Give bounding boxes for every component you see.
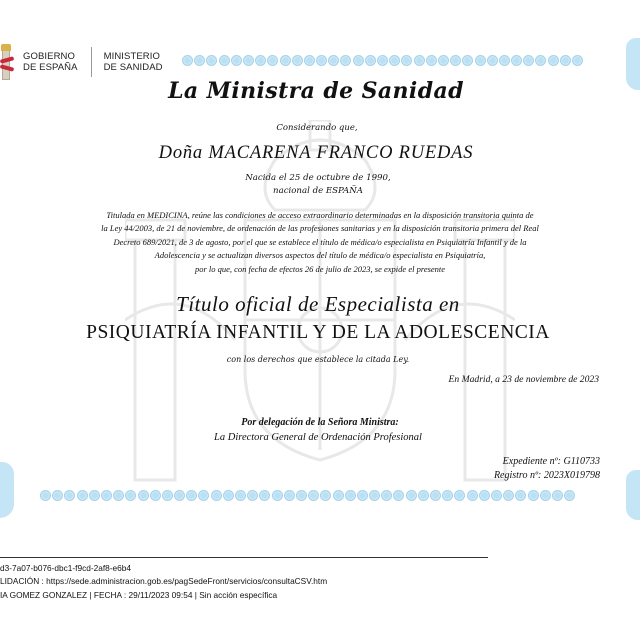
border-dot-icon bbox=[487, 55, 498, 66]
border-dot-icon bbox=[138, 490, 149, 501]
corner-ornament-bottom-left bbox=[0, 462, 14, 518]
border-dot-icon bbox=[426, 55, 437, 66]
expediente-number: Expediente nº: G110733 bbox=[502, 456, 600, 467]
birth-line: Nacida el 25 de octubre de 1990, bbox=[245, 173, 391, 183]
border-dot-icon bbox=[552, 490, 563, 501]
border-dot-icon bbox=[194, 55, 205, 66]
border-dot-icon bbox=[467, 490, 478, 501]
government-line1: GOBIERNO bbox=[23, 51, 76, 62]
top-dotted-border bbox=[182, 55, 583, 66]
border-dot-icon bbox=[540, 490, 551, 501]
border-dot-icon bbox=[393, 490, 404, 501]
border-dot-icon bbox=[308, 490, 319, 501]
border-dot-icon bbox=[353, 55, 364, 66]
border-dot-icon bbox=[211, 490, 222, 501]
rights-text: con los derechos que establece la citada Ley. bbox=[226, 355, 410, 364]
birth-info bbox=[0, 172, 638, 198]
border-dot-icon bbox=[231, 55, 242, 66]
holder-name: Doña MACARENA FRANCO RUEDAS bbox=[158, 143, 474, 163]
csv-code: d3-7a07-b076-dbc1-f9cd-2af8-e6b4 bbox=[0, 563, 132, 573]
border-dot-icon bbox=[357, 490, 368, 501]
ministry-line1: MINISTERIO bbox=[103, 51, 160, 62]
border-dot-icon bbox=[345, 490, 356, 501]
border-dot-icon bbox=[77, 490, 88, 501]
border-dot-icon bbox=[40, 490, 51, 501]
border-dot-icon bbox=[296, 490, 307, 501]
border-dot-icon bbox=[113, 490, 124, 501]
border-dot-icon bbox=[150, 490, 161, 501]
border-dot-icon bbox=[479, 490, 490, 501]
border-dot-icon bbox=[503, 490, 514, 501]
border-dot-icon bbox=[174, 490, 185, 501]
border-dot-icon bbox=[572, 55, 583, 66]
certificate-body bbox=[0, 209, 640, 276]
border-dot-icon bbox=[243, 55, 254, 66]
border-dot-icon bbox=[438, 55, 449, 66]
border-dot-icon bbox=[316, 55, 327, 66]
border-dot-icon bbox=[101, 490, 112, 501]
border-dot-icon bbox=[259, 490, 270, 501]
body-line: Adolescencia y se actualizan diversos aspectos del título de médica/o especialista en Psiquiatría, bbox=[154, 250, 486, 261]
ministry-label bbox=[104, 51, 163, 73]
border-dot-icon bbox=[515, 490, 526, 501]
registro-number: Registro nº: 2023X019798 bbox=[493, 470, 600, 481]
border-dot-icon bbox=[162, 490, 173, 501]
border-dot-icon bbox=[406, 490, 417, 501]
border-dot-icon bbox=[511, 55, 522, 66]
border-dot-icon bbox=[442, 490, 453, 501]
border-dot-icon bbox=[523, 55, 534, 66]
border-dot-icon bbox=[462, 55, 473, 66]
body-line: Decreto 689/2021, de 3 de agosto, por el que se establece el título de médica/o especialista en Psiquiatría Infantil y de la bbox=[113, 236, 527, 247]
border-dot-icon bbox=[186, 490, 197, 501]
border-dot-icon bbox=[64, 490, 75, 501]
border-dot-icon bbox=[125, 490, 136, 501]
border-dot-icon bbox=[292, 55, 303, 66]
government-line2: DE ESPAÑA bbox=[23, 62, 78, 73]
ministry-line2: DE SANIDAD bbox=[103, 62, 163, 73]
border-dot-icon bbox=[548, 55, 559, 66]
border-dot-icon bbox=[267, 55, 278, 66]
coat-of-arms-icon bbox=[0, 42, 14, 82]
border-dot-icon bbox=[340, 55, 351, 66]
validation-url[interactable]: LIDACIÓN : https://sede.administracion.gob.es/pagSedeFront/servicios/consultaCSV.htm bbox=[0, 576, 328, 587]
border-dot-icon bbox=[418, 490, 429, 501]
border-dot-icon bbox=[235, 490, 246, 501]
issuer-title: La Ministra de Sanidad bbox=[168, 78, 464, 104]
border-dot-icon bbox=[401, 55, 412, 66]
border-dot-icon bbox=[475, 55, 486, 66]
border-dot-icon bbox=[564, 490, 575, 501]
border-dot-icon bbox=[450, 55, 461, 66]
border-dot-icon bbox=[219, 55, 230, 66]
border-dot-icon bbox=[280, 55, 291, 66]
border-dot-icon bbox=[454, 490, 465, 501]
body-line: la Ley 44/2003, de 21 de noviembre, de ordenación de las profesiones sanitarias y en la disposición transitoria primera del Real bbox=[101, 223, 539, 234]
title-heading: Título oficial de Especialista en bbox=[176, 292, 460, 316]
signatory-title: La Directora General de Ordenación Profesional bbox=[214, 432, 422, 443]
border-dot-icon bbox=[255, 55, 266, 66]
border-dot-icon bbox=[247, 490, 258, 501]
border-dot-icon bbox=[377, 55, 388, 66]
specialty-name: PSIQUIATRÍA INFANTIL Y DE LA ADOLESCENCIA bbox=[86, 322, 550, 343]
border-dot-icon bbox=[89, 490, 100, 501]
border-dot-icon bbox=[381, 490, 392, 501]
border-dot-icon bbox=[535, 55, 546, 66]
border-dot-icon bbox=[198, 490, 209, 501]
border-dot-icon bbox=[328, 55, 339, 66]
border-dot-icon bbox=[389, 55, 400, 66]
place-date: En Madrid, a 23 de noviembre de 2023 bbox=[448, 374, 599, 385]
csv-footer bbox=[0, 562, 327, 602]
body-line: Titulada en MEDICINA, reúne las condiciones de acceso extraordinario determinadas en la disposición transitoria quinta de bbox=[106, 210, 534, 220]
body-line: por lo que, con fecha de efectos 26 de julio de 2023, se expide el presente bbox=[194, 263, 446, 274]
border-dot-icon bbox=[430, 490, 441, 501]
bottom-dotted-border bbox=[40, 490, 575, 501]
border-dot-icon bbox=[365, 55, 376, 66]
reference-numbers bbox=[494, 455, 600, 483]
border-dot-icon bbox=[499, 55, 510, 66]
border-dot-icon bbox=[223, 490, 234, 501]
signature-info: IA GOMEZ GONZALEZ | FECHA : 29/11/2023 09:54 | Sin acción específica bbox=[0, 589, 278, 600]
nationality-line: nacional de ESPAÑA bbox=[273, 186, 363, 196]
footer-divider bbox=[0, 557, 488, 558]
border-dot-icon bbox=[182, 55, 193, 66]
border-dot-icon bbox=[369, 490, 380, 501]
border-dot-icon bbox=[560, 55, 571, 66]
border-dot-icon bbox=[528, 490, 539, 501]
border-dot-icon bbox=[320, 490, 331, 501]
border-dot-icon bbox=[333, 490, 344, 501]
border-dot-icon bbox=[414, 55, 425, 66]
considerando-text: Considerando que, bbox=[276, 123, 358, 133]
border-dot-icon bbox=[272, 490, 283, 501]
delegation-text: Por delegación de la Señora Ministra: bbox=[241, 417, 399, 428]
border-dot-icon bbox=[491, 490, 502, 501]
border-dot-icon bbox=[52, 490, 63, 501]
corner-ornament-bottom-right bbox=[626, 470, 640, 520]
logo-divider bbox=[91, 47, 92, 77]
government-label bbox=[23, 51, 78, 73]
border-dot-icon bbox=[206, 55, 217, 66]
border-dot-icon bbox=[304, 55, 315, 66]
border-dot-icon bbox=[284, 490, 295, 501]
